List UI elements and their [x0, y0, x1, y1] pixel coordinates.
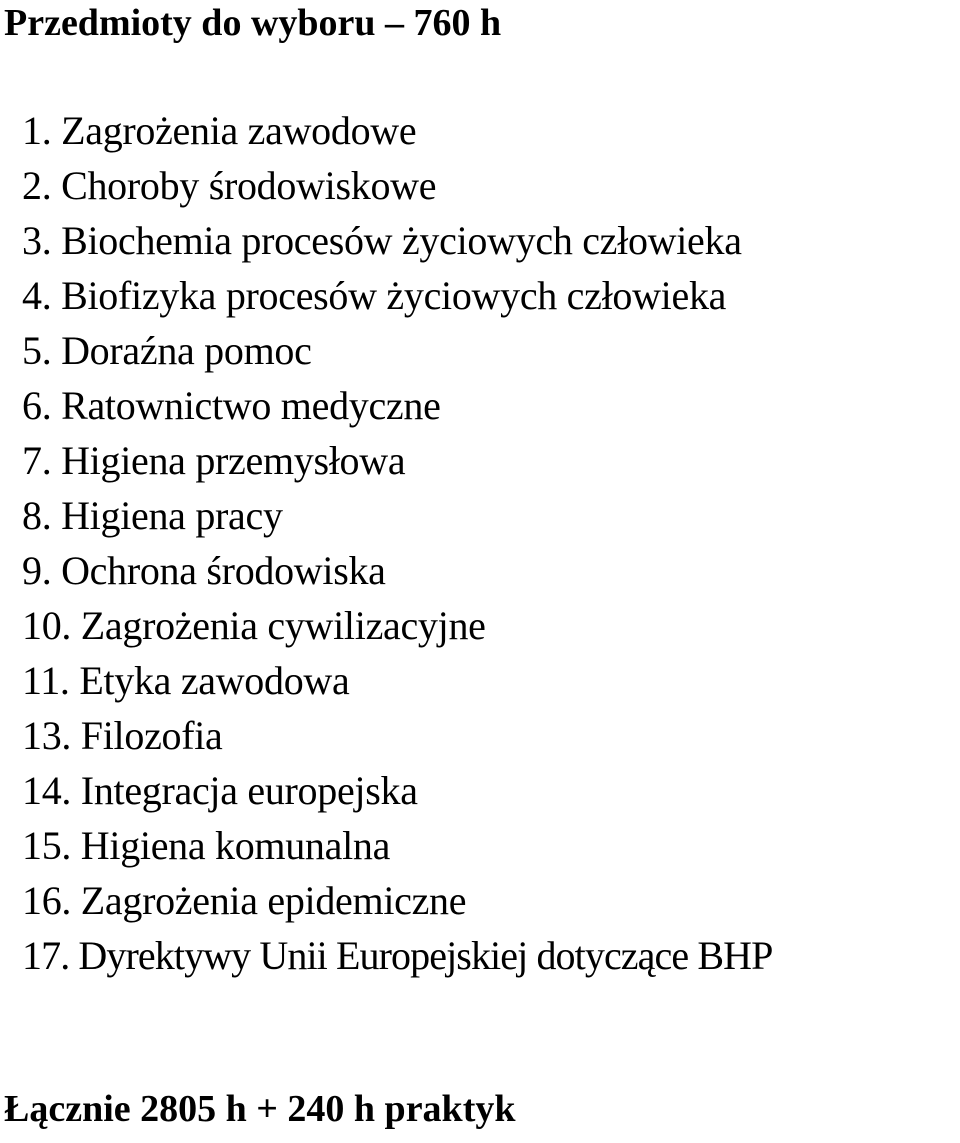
list-item: 8. Higiena pracy: [22, 493, 283, 538]
list-item: 17. Dyrektywy Unii Europejskiej dotyczące BHP: [22, 933, 773, 978]
list-item: 13. Filozofia: [22, 713, 223, 758]
list-item: 3. Biochemia procesów życiowych człowieka: [22, 218, 742, 263]
list-item: 16. Zagrożenia epidemiczne: [22, 878, 467, 923]
list-item: 1. Zagrożenia zawodowe: [22, 108, 417, 153]
list-item: 2. Choroby środowiskowe: [22, 163, 437, 208]
total-hours: Łącznie 2805 h + 240 h praktyk: [4, 1088, 516, 1130]
section-heading: Przedmioty do wyboru – 760 h: [4, 2, 502, 44]
list-item: 6. Ratownictwo medyczne: [22, 383, 441, 428]
list-item: 10. Zagrożenia cywilizacyjne: [22, 603, 486, 648]
list-item: 4. Biofizyka procesów życiowych człowieka: [22, 273, 727, 318]
list-item: 9. Ochrona środowiska: [22, 548, 386, 593]
list-item: 5. Doraźna pomoc: [22, 328, 312, 373]
list-item: 14. Integracja europejska: [22, 768, 418, 813]
list-item: 7. Higiena przemysłowa: [22, 438, 406, 483]
list-item: 11. Etyka zawodowa: [22, 658, 350, 703]
elective-course-list: [22, 103, 772, 983]
list-item: 15. Higiena komunalna: [22, 823, 391, 868]
